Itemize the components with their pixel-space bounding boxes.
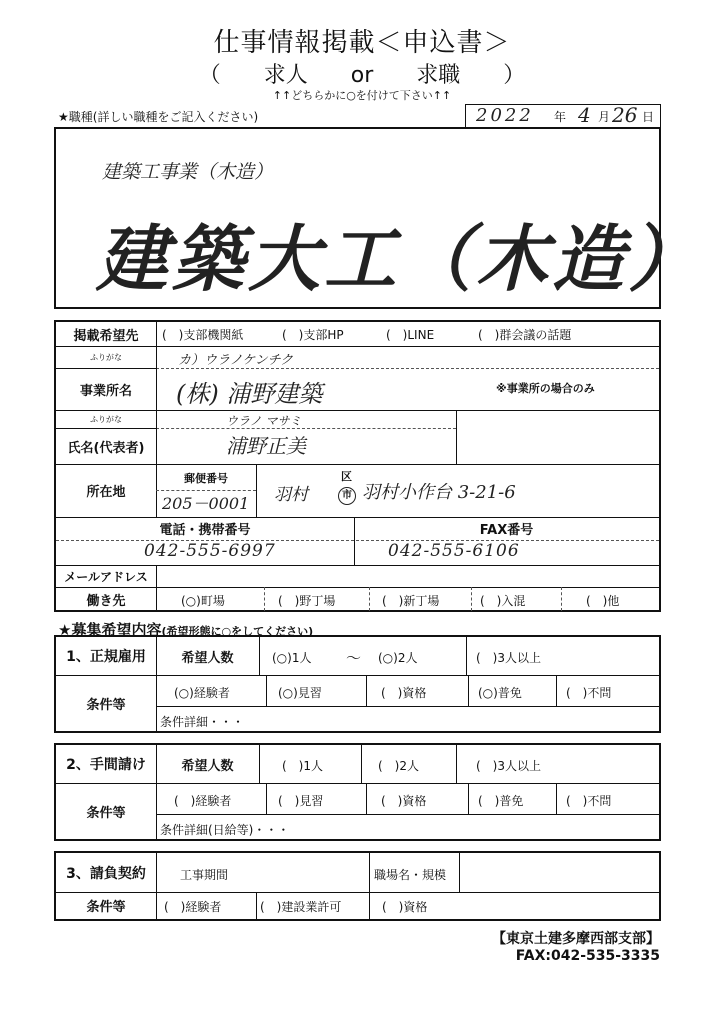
listing-option-hp[interactable]: ( )支部HP: [282, 328, 344, 342]
street-value[interactable]: 羽村小作台 3-21-6: [362, 482, 516, 503]
city-circle: 市: [338, 487, 356, 505]
city-value[interactable]: 羽村: [274, 485, 308, 505]
s2-label: 2、手間請け: [66, 757, 146, 773]
furigana-label: ふりがな: [90, 352, 122, 362]
recruit-title: ★募集希望内容: [58, 621, 162, 639]
job-type-small: 建築工事業（木造）: [102, 161, 274, 183]
s2-cond-license[interactable]: ( )資格: [381, 794, 427, 808]
s2-count-label: 希望人数: [181, 758, 234, 774]
work-option-field[interactable]: ( )野丁場: [278, 594, 336, 608]
recruit-title-note: (希望形態に○をしてください): [161, 625, 314, 638]
subtitle-open: （: [198, 63, 221, 88]
rep-label: 氏名(代表者): [67, 440, 145, 456]
s2-count-2[interactable]: ( )2人: [378, 759, 419, 773]
section-piecework: [54, 743, 661, 841]
date-day: 26: [612, 103, 638, 127]
s1-count-2[interactable]: (○)2人: [378, 651, 418, 665]
work-option-town[interactable]: (○)町場: [181, 594, 225, 608]
date-month-unit: 月: [598, 110, 611, 124]
s1-cond-label: 条件等: [86, 697, 126, 713]
subtitle-option-seek[interactable]: 求職: [416, 63, 461, 88]
work-label: 働き先: [86, 593, 126, 609]
job-type-label: ★職種(詳しい職種をご記入ください): [58, 110, 259, 124]
s3-cond-label: 条件等: [86, 900, 126, 915]
s3-cond-permit[interactable]: ( )建設業許可: [260, 900, 342, 914]
s1-count-tilde: ～: [346, 649, 362, 667]
postal-value[interactable]: 205－0001: [162, 494, 250, 513]
ward-label: 区: [341, 470, 352, 483]
s3-label: 3、請負契約: [66, 865, 146, 882]
rep-furigana[interactable]: ウラノ マサミ: [226, 414, 302, 428]
company-label: 事業所名: [79, 383, 132, 399]
subtitle-or: or: [350, 63, 374, 88]
work-option-other[interactable]: ( )他: [586, 594, 620, 608]
listing-option-line[interactable]: ( )LINE: [386, 328, 435, 342]
rep-name-value[interactable]: 浦野正美: [226, 434, 306, 458]
s2-cond-driver[interactable]: ( )普免: [478, 794, 524, 808]
s2-detail[interactable]: 条件詳細(日給等)・・・: [160, 823, 290, 837]
job-type-box[interactable]: [54, 127, 705, 309]
s1-count-1[interactable]: (○)1人: [272, 651, 312, 665]
footer-fax: FAX:042-535-3335: [515, 948, 660, 964]
company-note: ※事業所の場合のみ: [496, 382, 595, 395]
s2-cond-apprentice[interactable]: ( )見習: [278, 794, 324, 808]
s2-count-1[interactable]: ( )1人: [282, 759, 323, 773]
fax-label: FAX番号: [479, 523, 534, 538]
work-option-mixed[interactable]: ( )入混: [480, 594, 526, 608]
subtitle-close: ）: [503, 63, 526, 88]
date-box[interactable]: [465, 104, 661, 128]
fax-value[interactable]: 042-555-6106: [388, 541, 520, 561]
s1-cond-experienced[interactable]: (○)経験者: [174, 686, 230, 700]
listing-option-newsletter[interactable]: ( )支部機関紙: [162, 328, 244, 342]
s2-cond-label: 条件等: [86, 805, 126, 821]
s1-count-3plus[interactable]: ( )3人以上: [476, 651, 541, 665]
date-day-unit: 日: [642, 110, 655, 124]
rep-furigana-label: ふりがな: [90, 414, 122, 424]
s3-site[interactable]: 職場名・規模: [374, 868, 447, 882]
phone-value[interactable]: 042-555-6997: [144, 541, 276, 561]
listing-option-topic[interactable]: ( )群会議の話題: [478, 328, 572, 342]
subtitle: [0, 58, 724, 89]
section-regular: [54, 635, 661, 733]
job-type-main: 建築大工（木造）: [96, 216, 705, 301]
address-label: 所在地: [86, 485, 126, 500]
date-year-unit: 年: [554, 110, 567, 124]
date-month: 4: [578, 103, 591, 127]
s1-cond-license[interactable]: ( )資格: [381, 686, 427, 700]
footer-org: 【東京土建多摩西部支部】: [492, 931, 660, 947]
company-name-value[interactable]: (株) 浦野建築: [176, 380, 323, 408]
s3-cond-experienced[interactable]: ( )経験者: [164, 900, 222, 914]
date-year: 2022: [476, 105, 534, 126]
work-option-new[interactable]: ( )新丁場: [382, 594, 440, 608]
listing-label: 掲載希望先: [73, 328, 139, 344]
company-furigana[interactable]: カ）ウラノケンチク: [178, 353, 294, 368]
info-form: [54, 320, 661, 612]
s3-cond-license[interactable]: ( )資格: [382, 900, 428, 914]
s2-cond-experienced[interactable]: ( )経験者: [174, 794, 232, 808]
s1-count-label: 希望人数: [181, 650, 234, 666]
circle-instruction: ↑↑どちらかに○を付けて下さい↑↑: [272, 89, 452, 102]
s2-count-3plus[interactable]: ( )3人以上: [476, 759, 541, 773]
s1-cond-driver[interactable]: (○)普免: [478, 686, 522, 700]
email-input[interactable]: [160, 568, 654, 584]
email-label: メールアドレス: [64, 569, 148, 584]
page-title: 仕事情報掲載＜申込書＞: [213, 28, 511, 58]
phone-label: 電話・携帯番号: [159, 523, 251, 538]
subtitle-option-recruit[interactable]: 求人: [263, 63, 308, 88]
s1-cond-any[interactable]: ( )不問: [566, 686, 612, 700]
section-contract: [54, 851, 661, 921]
s1-cond-apprentice[interactable]: (○)見習: [278, 686, 322, 700]
s2-cond-any[interactable]: ( )不問: [566, 794, 612, 808]
postal-label: 郵便番号: [184, 472, 228, 485]
s3-period[interactable]: 工事期間: [180, 868, 229, 882]
s1-detail[interactable]: 条件詳細・・・: [160, 715, 245, 729]
s1-label: 1、正規雇用: [66, 649, 146, 665]
